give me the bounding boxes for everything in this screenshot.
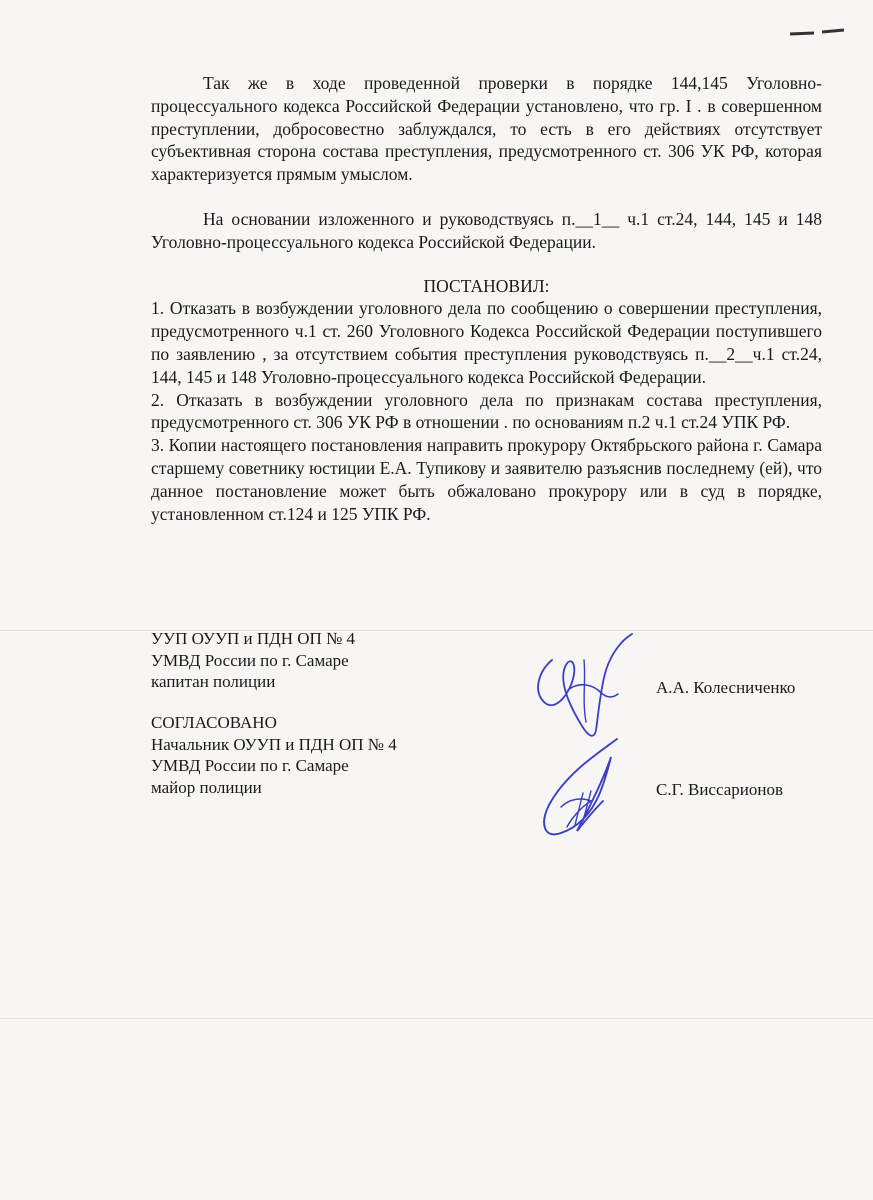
signatory-rank: капитан полиции (151, 672, 276, 691)
paragraph-basis: На основании изложенного и руководствуясь п.__1__ ч.1 ст.24, 144, 145 и 148 Уголовно-процессуального кодекса Российской Федерации. (151, 208, 822, 252)
approval-label: СОГЛАСОВАНО (151, 713, 277, 732)
signatory-name: А.А. Колесниченко (656, 678, 796, 697)
resolution-heading: ПОСТАНОВИЛ: (423, 275, 550, 296)
scan-fold-line (0, 630, 873, 631)
approval-position: Начальник ОУУП и ПДН ОП № 4 (151, 734, 397, 754)
approval-block (151, 712, 397, 798)
approver-name: С.Г. Виссарионов (656, 780, 784, 799)
scan-fold-line (0, 1018, 873, 1019)
approval-rank: майор полиции (151, 777, 262, 797)
resolution-item-2: 2. Отказать в возбуждении уголовного дела по признакам состава преступления, предусмотренного ст. 306 УК РФ в отношении . по основаниям п.2 ч.1 ст.24 УПК РФ. (151, 389, 822, 433)
resolution-item-1: 1. Отказать в возбуждении уголовного дела по сообщению о совершении преступления, предусмотренного ч.1 ст. 260 Уголовного Кодекса Российской Федерации поступившего по заявлению , за отсутствием события преступления руководствуясь п.__2__ч.1 ст.24, 144, 145 и 148 Уголовно-процессуального кодекса Российской Федерации. (151, 298, 822, 387)
signatory-department: УМВД России по г. Самаре (151, 650, 349, 670)
corner-mark (788, 22, 848, 42)
approval-department: УМВД России по г. Самаре (151, 756, 349, 775)
document-body (151, 72, 822, 525)
paragraph-findings: Так же в ходе проведенной проверки в порядке 144,145 Уголовно-процессуального кодекса Российской Федерации установлено, что гр. I . в совершенном преступлении, добросовестно заблуждался, то есть в его действиях отсутствует субъективная сторона состава преступления, предусмотренного ст. 306 УК РФ, которая характеризуется прямым умыслом. (151, 73, 822, 185)
resolution-item-3: 3. Копии настоящего постановления направить прокурору Октябрьского района г. Самара старшему советнику юстиции Е.А. Тупикову и заявителю разъяснив последнему (ей), что данное постановление может быть обжаловано прокурору или в суд в порядке, установленном ст.124 и 125 УПК РФ. (151, 435, 822, 524)
signature-2 (525, 735, 635, 845)
signature-1 (522, 630, 642, 745)
signatory-unit: УУП ОУУП и ПДН ОП № 4 (151, 629, 356, 648)
signatory-block (151, 628, 355, 693)
